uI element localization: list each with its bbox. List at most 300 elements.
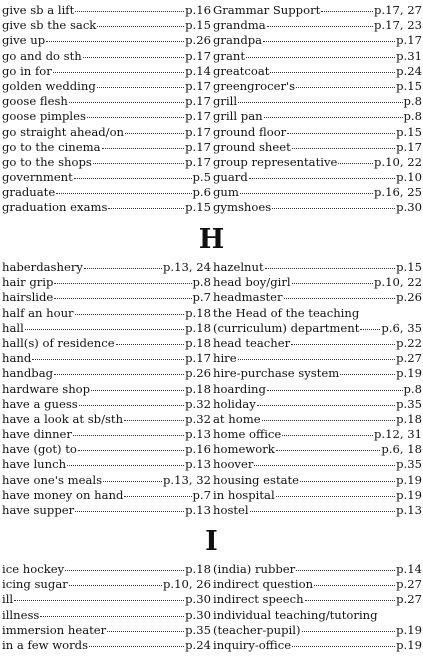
index-entry — [213, 321, 422, 336]
dot-leader — [238, 102, 402, 103]
index-entry — [2, 306, 211, 321]
page-reference: p.10, 26 — [163, 577, 211, 592]
index-entry — [2, 125, 211, 140]
index-entry — [213, 200, 422, 215]
index-term: go and do sth — [2, 48, 82, 63]
index-column-right — [213, 562, 422, 653]
index-term: handbag — [2, 366, 54, 381]
index-term: give up — [2, 33, 46, 48]
index-entry — [2, 382, 211, 397]
section-heading-h: H — [198, 224, 225, 255]
page-reference: p.17 — [185, 351, 211, 366]
dot-leader — [321, 11, 373, 12]
index-entry — [2, 94, 211, 109]
dot-leader — [79, 405, 184, 406]
dot-leader — [124, 496, 191, 497]
dot-leader — [257, 405, 395, 406]
index-term: (teacher-pupil) — [213, 622, 301, 637]
index-entry — [2, 49, 211, 64]
dot-leader — [265, 268, 395, 269]
index-entry — [2, 427, 211, 442]
index-entry — [213, 366, 422, 381]
index-term: Grammar Support — [213, 3, 321, 17]
page-reference: p.35 — [396, 457, 422, 472]
dot-leader — [73, 435, 184, 436]
index-term: half an hour — [2, 305, 74, 320]
index-entry — [213, 457, 422, 472]
dot-leader — [282, 435, 373, 436]
index-entry — [2, 473, 211, 488]
index-entry — [2, 351, 211, 366]
index-entry — [213, 488, 422, 503]
page-reference: p.13 — [396, 503, 422, 517]
dot-leader — [338, 163, 373, 164]
page-reference: p.5 — [192, 170, 211, 185]
page-reference: p.19 — [396, 472, 422, 487]
page-reference: p.13 — [185, 427, 211, 442]
page-reference: p.17 — [185, 94, 211, 109]
index-term: have money on hand — [2, 487, 124, 502]
index-term: have (got) to — [2, 442, 77, 457]
index-term: at home — [213, 411, 261, 426]
page-reference: p.17, 27 — [374, 3, 422, 17]
index-term: grandma — [213, 18, 266, 33]
index-term: inquiry-office — [213, 637, 292, 652]
dot-leader — [264, 117, 403, 118]
index-entry — [213, 608, 422, 623]
page-reference: p.32 — [185, 396, 211, 411]
page-reference: p.16 — [185, 442, 211, 457]
page-reference: p.15 — [396, 78, 422, 93]
dot-leader — [305, 600, 396, 601]
index-term: have a look at sb/sth — [2, 411, 124, 426]
page-reference: p.8 — [403, 381, 422, 396]
index-term: have one's meals — [2, 472, 103, 487]
index-term: have lunch — [2, 457, 67, 472]
dot-leader — [69, 102, 184, 103]
page-reference: p.26 — [185, 33, 211, 48]
page-reference: p.10 — [396, 170, 422, 185]
index-entry — [213, 592, 422, 607]
dot-leader — [262, 420, 396, 421]
index-term: hairslide — [2, 290, 54, 305]
index-entry — [2, 290, 211, 305]
index-entry — [2, 366, 211, 381]
index-entry — [2, 638, 211, 653]
page-reference: p.27 — [396, 351, 422, 366]
page-reference: p.13, 32 — [163, 472, 211, 487]
index-entry — [213, 577, 422, 592]
page-reference: p.15 — [185, 200, 211, 215]
dot-leader — [54, 283, 191, 284]
page-reference: p.19 — [396, 622, 422, 637]
index-term: ill — [2, 592, 14, 607]
index-entry — [213, 562, 422, 577]
dot-leader — [292, 283, 373, 284]
index-entry — [213, 382, 422, 397]
dot-leader — [291, 344, 395, 345]
index-entry — [2, 592, 211, 607]
index-term: home office — [213, 427, 282, 442]
index-column-right — [213, 3, 422, 216]
index-term: hoarding — [213, 381, 266, 396]
dot-leader — [263, 41, 395, 42]
page-reference: p.17 — [185, 139, 211, 154]
index-entry — [2, 109, 211, 124]
index-term: goose flesh — [2, 94, 68, 109]
index-entry — [213, 623, 422, 638]
dot-leader — [276, 496, 395, 497]
dot-leader — [65, 570, 184, 571]
page-reference: p.8 — [192, 275, 211, 290]
dot-leader — [300, 481, 395, 482]
page-reference: p.17 — [396, 139, 422, 154]
index-entry — [2, 488, 211, 503]
dot-leader — [267, 390, 403, 391]
index-term: greatcoat — [213, 63, 270, 78]
index-term: ice hockey — [2, 562, 65, 576]
dot-leader — [272, 208, 395, 209]
dot-leader — [89, 646, 184, 647]
index-entry — [213, 109, 422, 124]
index-term: give sb a lift — [2, 3, 75, 17]
index-entry — [2, 33, 211, 48]
dot-leader — [276, 450, 381, 451]
index-entry — [213, 185, 422, 200]
index-entry — [213, 18, 422, 33]
index-entry — [2, 170, 211, 185]
page-reference: p.27 — [396, 592, 422, 607]
index-entry — [2, 608, 211, 623]
index-term: group representative — [213, 154, 338, 169]
index-term: graduate — [2, 185, 56, 200]
page-reference: p.15 — [396, 124, 422, 139]
index-term: guard — [213, 170, 248, 185]
dot-leader — [87, 117, 184, 118]
index-entry — [213, 64, 422, 79]
index-term: hand — [2, 351, 32, 366]
page-reference: p.8 — [403, 94, 422, 109]
index-term: goose pimples — [2, 109, 86, 124]
dot-leader — [14, 600, 184, 601]
index-entry — [213, 351, 422, 366]
page-reference: p.17, 23 — [374, 18, 422, 33]
page-reference: p.6, 18 — [381, 442, 422, 457]
index-entry — [213, 638, 422, 653]
dot-leader — [91, 390, 184, 391]
index-entry — [2, 442, 211, 457]
dot-leader — [69, 585, 162, 586]
page-reference: p.17 — [185, 124, 211, 139]
index-entry — [213, 290, 422, 305]
dot-leader — [246, 57, 395, 58]
page-reference: p.16 — [185, 3, 211, 17]
index-term: headmaster — [213, 290, 283, 305]
page-reference: p.31 — [396, 48, 422, 63]
index-term: go in for — [2, 63, 52, 78]
dot-leader — [340, 374, 395, 375]
page-reference: p.30 — [185, 607, 211, 622]
index-term: indirect question — [213, 577, 314, 592]
index-block-g — [2, 3, 421, 216]
dot-leader — [124, 420, 184, 421]
index-term: have supper — [2, 503, 75, 517]
dot-leader — [292, 148, 395, 149]
page-reference: p.17 — [185, 109, 211, 124]
index-entry — [2, 18, 211, 33]
page-reference: p.18 — [185, 562, 211, 576]
page-reference: p.14 — [185, 63, 211, 78]
index-entry — [2, 64, 211, 79]
dot-leader — [254, 465, 395, 466]
index-term: hire-purchase system — [213, 366, 340, 381]
dot-leader — [107, 631, 184, 632]
index-term: the Head of the teaching — [213, 305, 360, 320]
index-term: grandpa — [213, 33, 263, 48]
index-term: golden wedding — [2, 78, 96, 93]
index-term: illness — [2, 607, 40, 622]
dot-leader — [296, 87, 395, 88]
index-term: grant — [213, 48, 246, 63]
index-term: (curriculum) department — [213, 320, 360, 335]
index-entry — [213, 79, 422, 94]
index-entry — [2, 155, 211, 170]
index-entry — [2, 3, 211, 18]
dot-leader — [302, 631, 396, 632]
index-term: government — [2, 170, 73, 185]
page-reference: p.18 — [185, 305, 211, 320]
page-reference: p.13 — [185, 503, 211, 517]
index-term: hardware shop — [2, 381, 91, 396]
dot-leader — [67, 465, 184, 466]
page-reference: p.19 — [396, 637, 422, 652]
dot-leader — [250, 511, 396, 512]
index-entry — [213, 336, 422, 351]
index-entry — [2, 140, 211, 155]
dot-leader — [296, 570, 395, 571]
index-entry — [213, 260, 422, 275]
index-term: have dinner — [2, 427, 72, 442]
page-reference: p.18 — [396, 411, 422, 426]
index-term: indirect speech — [213, 592, 304, 607]
index-term: ground sheet — [213, 139, 291, 154]
page-reference: p.35 — [396, 396, 422, 411]
index-term: gymshoes — [213, 200, 272, 215]
index-entry — [213, 275, 422, 290]
index-entry — [213, 33, 422, 48]
page-reference: p.13 — [185, 457, 211, 472]
dot-leader — [238, 359, 396, 360]
index-column-left — [2, 562, 211, 653]
page-reference: p.17 — [185, 154, 211, 169]
page-reference: p.14 — [396, 562, 422, 576]
index-term: give sb the sack — [2, 18, 97, 33]
index-entry — [2, 577, 211, 592]
dot-leader — [75, 11, 184, 12]
index-entry — [213, 306, 422, 321]
page-reference: p.19 — [396, 366, 422, 381]
index-term: go straight ahead/on — [2, 124, 125, 139]
page-reference: p.18 — [185, 320, 211, 335]
index-block-i — [2, 562, 421, 653]
index-term: haberdashery — [2, 260, 83, 274]
page-reference: p.15 — [396, 260, 422, 274]
page-reference: p.15 — [185, 18, 211, 33]
page-reference: p.17 — [185, 78, 211, 93]
index-entry — [213, 427, 422, 442]
index-term: housing estate — [213, 472, 300, 487]
dot-leader — [54, 374, 184, 375]
section-heading-i: I — [205, 526, 218, 557]
dot-leader — [102, 148, 185, 149]
index-entry — [213, 3, 422, 18]
dot-leader — [84, 268, 162, 269]
index-term: head teacher — [213, 335, 291, 350]
dot-leader — [78, 450, 184, 451]
index-term: grill pan — [213, 109, 263, 124]
dot-leader — [83, 57, 184, 58]
dot-leader — [25, 329, 184, 330]
index-term: homework — [213, 442, 275, 457]
page-reference: p.12, 31 — [374, 427, 422, 442]
index-entry — [213, 412, 422, 427]
dot-leader — [267, 26, 373, 27]
index-term: hair grip — [2, 275, 54, 290]
index-entry — [2, 275, 211, 290]
index-block-h — [2, 260, 421, 518]
index-column-left — [2, 260, 211, 518]
index-entry — [2, 623, 211, 638]
index-term: in hospital — [213, 487, 275, 502]
index-term: (india) rubber — [213, 562, 296, 576]
dot-leader — [40, 616, 184, 617]
index-term: holiday — [213, 396, 256, 411]
page-reference: p.6 — [192, 185, 211, 200]
page-reference: p.30 — [396, 200, 422, 215]
dot-leader — [75, 511, 184, 512]
index-entry — [2, 412, 211, 427]
dot-leader — [74, 178, 192, 179]
dot-leader — [314, 585, 395, 586]
index-term: hall — [2, 320, 24, 335]
page-reference: p.24 — [396, 63, 422, 78]
index-entry — [2, 457, 211, 472]
page-reference: p.16, 25 — [374, 185, 422, 200]
dot-leader — [103, 481, 162, 482]
page-reference: p.6, 35 — [381, 320, 422, 335]
index-term: go to the cinema — [2, 139, 101, 154]
page-reference: p.32 — [185, 411, 211, 426]
page-reference: p.18 — [185, 381, 211, 396]
index-entry — [213, 125, 422, 140]
page-reference: p.26 — [396, 290, 422, 305]
page-reference: p.35 — [185, 622, 211, 637]
dot-leader — [270, 72, 395, 73]
index-term: in a few words — [2, 637, 89, 652]
index-entry — [2, 185, 211, 200]
dot-leader — [75, 314, 185, 315]
index-entry — [213, 442, 422, 457]
index-entry — [213, 49, 422, 64]
dot-leader — [108, 208, 184, 209]
dot-leader — [116, 344, 185, 345]
dot-leader — [97, 26, 184, 27]
page-reference: p.17 — [185, 48, 211, 63]
index-term: hire — [213, 351, 237, 366]
index-entry — [213, 94, 422, 109]
page-reference: p.18 — [185, 335, 211, 350]
dot-leader — [97, 87, 184, 88]
index-term: have a guess — [2, 396, 78, 411]
index-column-left — [2, 3, 211, 216]
index-term: hoover — [213, 457, 254, 472]
index-term: grill — [213, 94, 238, 109]
dot-leader — [249, 178, 395, 179]
dot-leader — [292, 646, 395, 647]
index-entry — [2, 321, 211, 336]
index-entry — [213, 473, 422, 488]
index-term: ground floor — [213, 124, 287, 139]
page-reference: p.7 — [192, 290, 211, 305]
index-entry — [2, 503, 211, 518]
index-term: greengrocer's — [213, 78, 296, 93]
page-reference: p.27 — [396, 577, 422, 592]
page-reference: p.13, 24 — [163, 260, 211, 274]
index-term: head boy/girl — [213, 275, 291, 290]
dot-leader — [46, 41, 184, 42]
index-entry — [213, 170, 422, 185]
index-term: gum — [213, 185, 239, 200]
dot-leader — [93, 163, 184, 164]
dot-leader — [287, 133, 395, 134]
dot-leader — [240, 193, 373, 194]
index-term: immersion heater — [2, 622, 107, 637]
page-reference: p.30 — [185, 592, 211, 607]
page-reference: p.8 — [403, 109, 422, 124]
dot-leader — [56, 193, 191, 194]
index-entry — [2, 79, 211, 94]
index-term: hazelnut — [213, 260, 264, 274]
page-reference: p.10, 22 — [374, 275, 422, 290]
index-term: graduation exams — [2, 200, 108, 215]
index-entry — [213, 397, 422, 412]
index-entry — [2, 397, 211, 412]
dot-leader — [125, 133, 184, 134]
dot-leader — [32, 359, 184, 360]
index-term: hostel — [213, 503, 249, 517]
index-entry — [2, 260, 211, 275]
index-term: hall(s) of residence — [2, 335, 115, 350]
page-reference: p.7 — [192, 487, 211, 502]
index-entry — [213, 155, 422, 170]
index-term: go to the shops — [2, 154, 92, 169]
page-reference: p.19 — [396, 487, 422, 502]
index-entry — [213, 140, 422, 155]
index-entry — [2, 200, 211, 215]
page-reference: p.10, 22 — [374, 154, 422, 169]
dot-leader — [54, 298, 191, 299]
index-term: individual teaching/tutoring — [213, 607, 378, 622]
page-reference: p.17 — [396, 33, 422, 48]
dot-leader — [360, 329, 380, 330]
dot-leader — [53, 72, 184, 73]
index-entry — [2, 336, 211, 351]
page-reference: p.22 — [396, 335, 422, 350]
index-term: icing sugar — [2, 577, 68, 592]
index-entry — [213, 503, 422, 518]
page-reference: p.24 — [185, 637, 211, 652]
page-reference: p.26 — [185, 366, 211, 381]
